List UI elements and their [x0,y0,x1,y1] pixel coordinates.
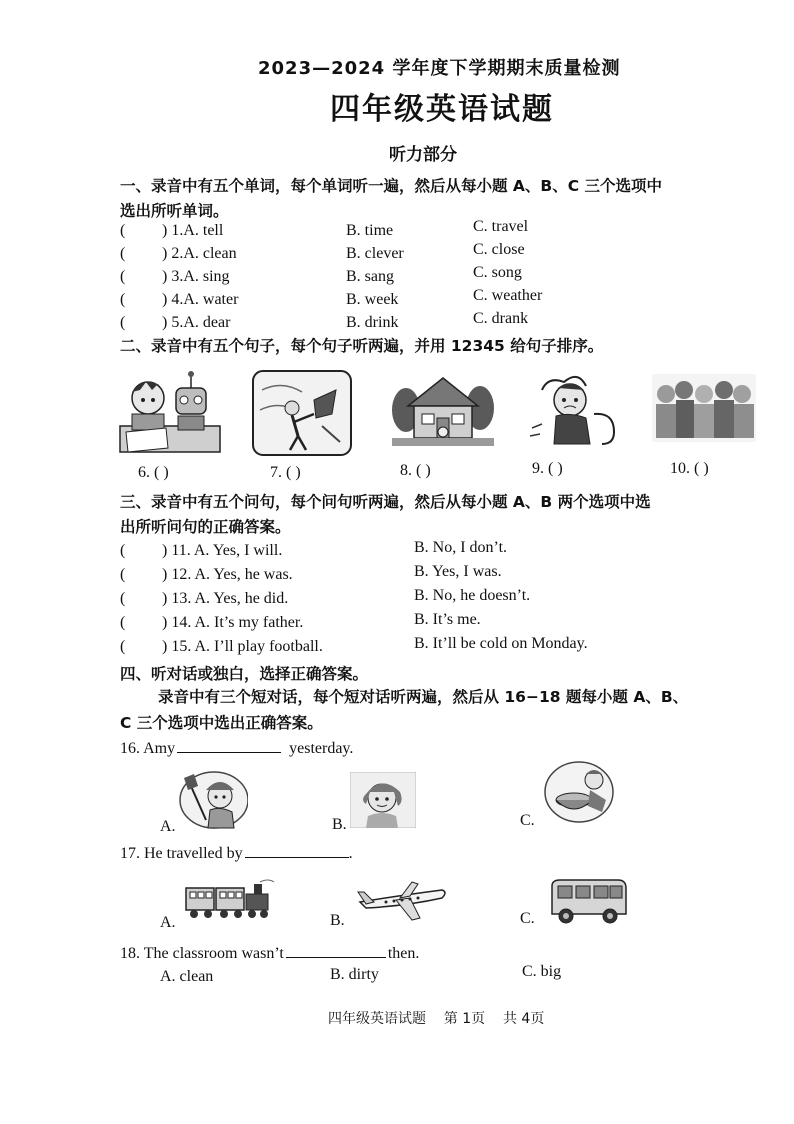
q13-option-b: B. No, he doesn’t. [414,587,531,604]
picture-9-cold-child [528,368,628,448]
q17-picture-a-train [184,878,276,922]
section2-instruction: 二、录音中有五个句子，每个句子听两遍，并用 12345 给句子排序。 [120,337,604,355]
q14-bracket: ( [120,614,126,631]
picture-10-label: 10. ( ) [670,460,709,477]
q11-bracket: ( [120,542,126,559]
q11-option-a: ) 11. A. Yes, I will. [162,542,283,559]
q15-bracket: ( [120,638,126,655]
picture-7-label: 7. ( ) [270,464,301,481]
q4-option-b: B. week [346,291,399,308]
q1-option-c: C. travel [473,218,529,235]
section1-instruction-line1: 一、录音中有五个单词，每个单词听一遍，然后从每小题 A、B、C 三个选项中 [120,177,662,195]
picture-7-windy-day [252,370,352,456]
q17-stem-start: 17. He travelled by [120,845,243,862]
q16-option-b: B. [332,816,347,833]
q17-option-b: B. [330,912,345,929]
q16-picture-a-cleaning [176,770,248,832]
q17-stem [120,843,353,863]
q16-picture-c-cooking [544,760,614,824]
section3-instruction-line1: 三、录音中有五个问句，每个问句听两遍，然后从每小题 A、B 两个选项中选 [120,493,651,511]
q18-option-b: B. dirty [330,966,379,983]
q12-option-b: B. Yes, I was. [414,563,502,580]
q5-option-c: C. drank [473,310,529,327]
part-title: 听力部分 [389,145,457,165]
section4-instruction: 四、听对话或独白，选择正确答案。 [120,665,369,683]
q15-option-a: ) 15. A. I’ll play football. [162,638,323,655]
q3-option-a: ) 3.A. sing [162,268,230,285]
q18-option-a: A. clean [160,968,214,985]
q4-option-c: C. weather [473,287,543,304]
q2-option-a: ) 2.A. clean [162,245,237,262]
picture-9-label: 9. ( ) [532,460,563,477]
picture-6-kid-and-robot [118,368,224,456]
q5-bracket: ( [120,314,126,331]
q18-stem [120,943,419,963]
page-footer: 四年级英语试题 第 1页 共 4页 [328,1011,545,1027]
q16-stem-start: 16. Amy [120,740,176,757]
q16-option-c: C. [520,812,535,829]
picture-8-house [392,372,494,446]
section3-instruction-line2: 出所听问句的正确答案。 [120,518,291,536]
picture-10-crowd [652,374,756,442]
q17-option-c: C. [520,910,535,927]
q16-option-a: A. [160,818,176,835]
section4-detail-line2: C 三个选项中选出正确答案。 [120,714,323,732]
section1-instruction-line2: 选出所听单词。 [120,202,229,220]
q17-answer-blank[interactable] [245,843,349,858]
q17-option-a: A. [160,914,176,931]
section4-detail-line1: 录音中有三个短对话，每个短对话听两遍，然后从 16−18 题每小题 A、B、 [158,688,689,706]
q11-option-b: B. No, I don’t. [414,539,508,556]
q18-option-c: C. big [522,963,562,980]
q2-option-c: C. close [473,241,525,258]
picture-8-label: 8. ( ) [400,462,431,479]
q18-stem-start: 18. The classroom wasn’t [120,945,284,962]
q3-option-b: B. sang [346,268,394,285]
q13-option-a: ) 13. A. Yes, he did. [162,590,289,607]
q18-answer-blank[interactable] [286,943,386,958]
q14-option-a: ) 14. A. It’s my father. [162,614,304,631]
q17-picture-c-bus [548,876,630,926]
q2-bracket: ( [120,245,126,262]
q2-option-b: B. clever [346,245,404,262]
q5-option-a: ) 5.A. dear [162,314,231,331]
q1-option-b: B. time [346,222,394,239]
q17-picture-b-plane [356,876,450,926]
q16-stem-end: yesterday. [289,740,354,757]
q18-stem-end: then. [387,945,420,962]
q3-option-c: C. song [473,264,522,281]
q3-bracket: ( [120,268,126,285]
exam-title: 四年级英语试题 [330,92,554,127]
q1-option-a: ) 1.A. tell [162,222,224,239]
q16-picture-b-girl [350,772,416,828]
q12-option-a: ) 12. A. Yes, he was. [162,566,293,583]
q12-bracket: ( [120,566,126,583]
q15-option-b: B. It’ll be cold on Monday. [414,635,588,652]
q1-bracket: ( [120,222,126,239]
q5-option-b: B. drink [346,314,399,331]
q14-option-b: B. It’s me. [414,611,481,628]
exam-subtitle: 2023—2024 学年度下学期期末质量检测 [258,58,621,79]
q13-bracket: ( [120,590,126,607]
q4-option-a: ) 4.A. water [162,291,239,308]
q4-bracket: ( [120,291,126,308]
q16-answer-blank[interactable] [177,738,281,753]
picture-6-label: 6. ( ) [138,464,169,481]
q17-stem-end: . [348,845,353,862]
q16-stem [120,738,353,758]
